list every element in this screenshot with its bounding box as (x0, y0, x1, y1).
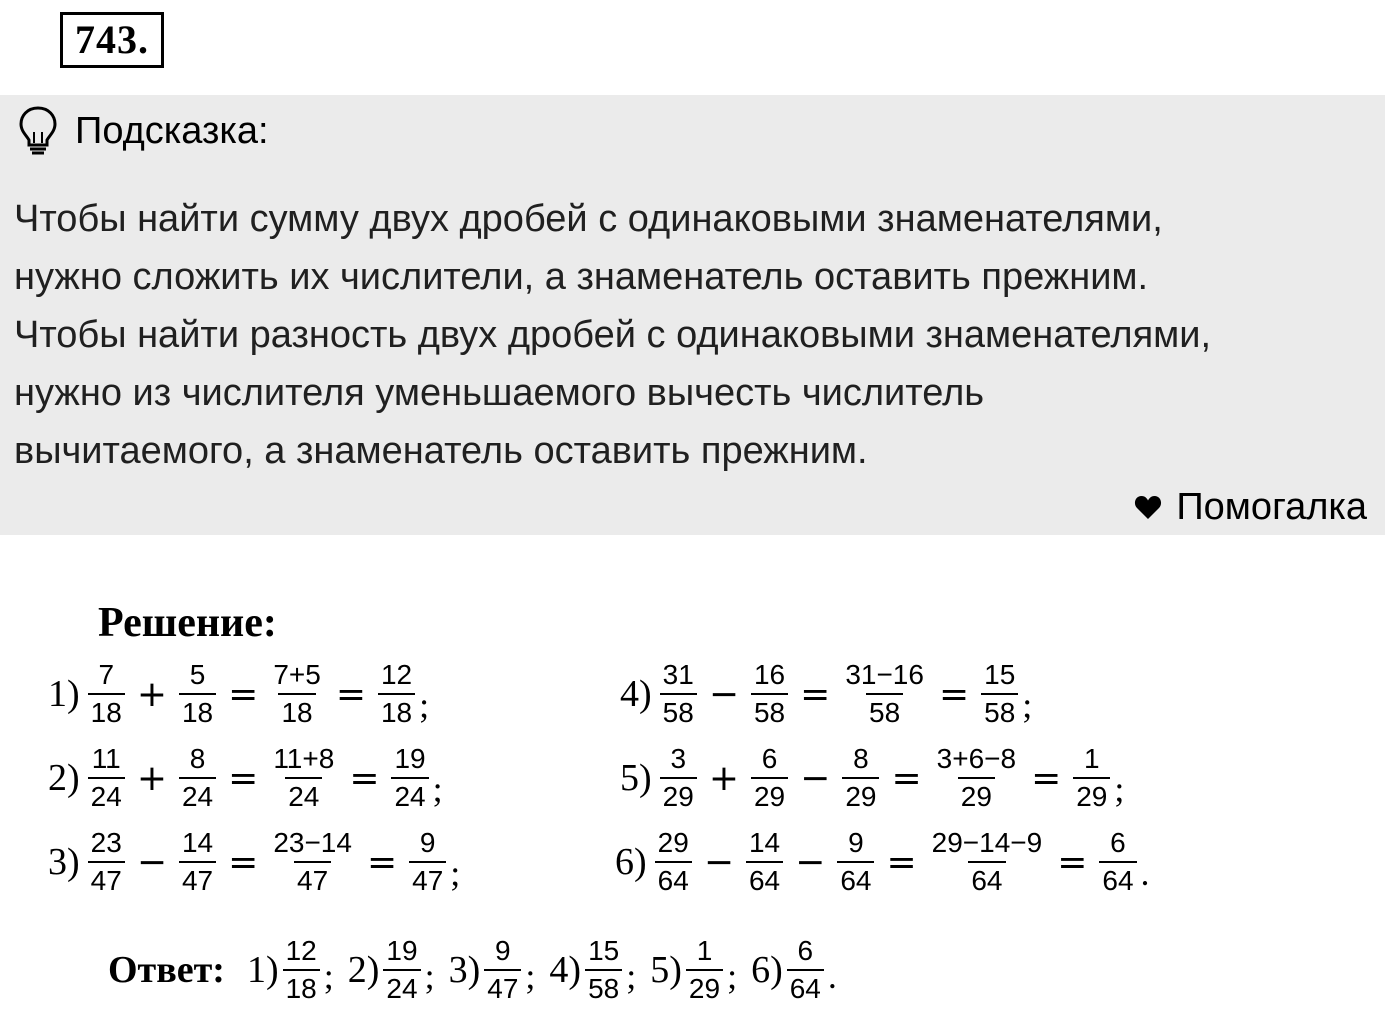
denominator: 64 (746, 861, 783, 899)
denominator: 64 (655, 861, 692, 899)
denominator: 18 (378, 693, 415, 731)
numerator: 11 (91, 743, 121, 774)
numerator: 9 (848, 827, 864, 858)
numerator: 9 (419, 827, 436, 858)
denominator: 58 (981, 693, 1018, 731)
fraction (179, 657, 216, 731)
equation-2 (48, 736, 443, 820)
fraction (686, 933, 723, 1007)
solution-title: Решение: (98, 600, 277, 646)
punctuation: ; (1022, 685, 1033, 725)
operator: = (228, 841, 259, 883)
denominator: 29 (1073, 777, 1110, 815)
task-number: 743. (60, 12, 164, 68)
operator: + (708, 757, 739, 799)
punctuation: . (1140, 853, 1150, 893)
operator: − (703, 841, 734, 883)
denominator: 58 (866, 693, 903, 731)
denominator: 18 (278, 693, 315, 731)
numerator: 23 (90, 827, 122, 858)
numerator: 15 (588, 935, 620, 966)
denominator: 58 (585, 969, 622, 1007)
denominator: 58 (751, 693, 788, 731)
answer-label: Ответ: (108, 949, 225, 991)
fraction (270, 657, 324, 731)
operator: − (708, 673, 739, 715)
operator: = (335, 673, 366, 715)
denominator: 64 (787, 969, 824, 1007)
answer-item (247, 933, 334, 1007)
lightbulb-icon (18, 105, 58, 157)
denominator: 58 (660, 693, 697, 731)
answer-item (449, 933, 536, 1007)
fraction (787, 933, 824, 1007)
hint-title: Подсказка: (75, 110, 269, 152)
operator: = (891, 757, 922, 799)
denominator: 29 (751, 777, 788, 815)
fraction (929, 825, 1046, 899)
operator: = (349, 757, 380, 799)
equation-number: 1) (48, 673, 80, 715)
equation-3 (48, 820, 460, 904)
numerator: 29−14−9 (931, 827, 1043, 858)
answer-number: 6) (751, 949, 783, 991)
hint-line: Чтобы найти сумму двух дробей с одинаковыми знаменателями, (14, 198, 1163, 240)
punctuation: ; (419, 685, 430, 725)
equation-number: 6) (615, 841, 647, 883)
brand-name: Помогалка (1176, 486, 1367, 528)
operator: − (795, 841, 826, 883)
denominator: 64 (837, 861, 874, 899)
equation-number: 2) (48, 757, 80, 799)
numerator: 31 (662, 659, 694, 690)
hint-line: нужно сложить их числители, а знаменатель оставить прежним. (14, 256, 1149, 298)
numerator: 14 (748, 827, 781, 858)
numerator: 3 (670, 743, 687, 774)
punctuation: ; (1114, 769, 1125, 809)
numerator: 8 (853, 743, 869, 774)
numerator: 19 (394, 743, 426, 774)
numerator: 23−14 (273, 827, 352, 858)
hint-line: нужно из числителя уменьшаемого вычесть числитель (14, 372, 985, 414)
fraction (179, 741, 216, 815)
numerator: 16 (753, 659, 786, 690)
fraction (283, 933, 320, 1007)
numerator: 11+8 (273, 743, 335, 774)
punctuation: ; (432, 769, 443, 809)
punctuation: ; (424, 956, 435, 996)
operator: = (1031, 757, 1062, 799)
numerator: 8 (189, 743, 206, 774)
punctuation: ; (323, 956, 334, 996)
numerator: 9 (495, 935, 511, 966)
numerator: 12 (380, 659, 413, 690)
numerator: 5 (189, 659, 206, 690)
fraction (179, 825, 216, 899)
answer-number: 5) (650, 949, 682, 991)
numerator: 12 (285, 935, 317, 966)
fraction (409, 825, 446, 899)
operator: = (366, 841, 398, 883)
operator: = (938, 673, 970, 715)
equation-number: 3) (48, 841, 80, 883)
operator: = (1057, 841, 1088, 883)
heart-icon (1134, 494, 1162, 520)
denominator: 24 (179, 777, 216, 815)
numerator: 19 (386, 935, 418, 966)
answer-row (108, 928, 851, 1012)
fraction (585, 933, 622, 1007)
numerator: 6 (1110, 827, 1126, 858)
fraction (270, 825, 355, 899)
fraction (842, 741, 879, 815)
numerator: 6 (761, 743, 778, 774)
operator: = (800, 673, 831, 715)
fraction (837, 825, 874, 899)
punctuation: ; (727, 956, 738, 996)
fraction (660, 657, 697, 731)
operator: = (228, 673, 259, 715)
denominator: 29 (842, 777, 879, 815)
denominator: 24 (88, 777, 125, 815)
answer-number: 1) (246, 949, 279, 991)
equation-6 (615, 820, 1150, 904)
denominator: 47 (88, 861, 125, 899)
fraction (751, 741, 788, 815)
numerator: 3+6−8 (936, 743, 1017, 774)
equation-number: 4) (620, 673, 652, 715)
fraction (751, 657, 788, 731)
fraction (88, 741, 125, 815)
hint-line: Чтобы найти разность двух дробей с одинаковыми знаменателями, (14, 314, 1212, 356)
denominator: 47 (409, 861, 446, 899)
operator: − (136, 841, 167, 883)
fraction (655, 825, 692, 899)
punctuation: . (827, 956, 837, 996)
fraction (484, 933, 521, 1007)
operator: + (136, 673, 167, 715)
operator: = (228, 757, 259, 799)
denominator: 18 (88, 693, 125, 731)
fraction (934, 741, 1019, 815)
denominator: 18 (179, 693, 216, 731)
operator: − (800, 757, 831, 799)
numerator: 7 (98, 659, 115, 690)
fraction (746, 825, 783, 899)
punctuation: ; (450, 853, 461, 893)
denominator: 64 (1099, 861, 1136, 899)
numerator: 31−16 (845, 659, 924, 690)
answer-number: 4) (549, 949, 582, 991)
fraction (1073, 741, 1110, 815)
equation-number: 5) (620, 757, 652, 799)
denominator: 24 (383, 969, 420, 1007)
fraction (842, 657, 927, 731)
equation-4 (620, 652, 1032, 736)
denominator: 18 (283, 969, 320, 1007)
answer-item (549, 933, 636, 1007)
denominator: 29 (686, 969, 723, 1007)
operator: = (886, 841, 917, 883)
operator: + (136, 757, 167, 799)
fraction (88, 825, 125, 899)
brand (1134, 482, 1367, 532)
denominator: 47 (294, 861, 331, 899)
numerator: 15 (984, 659, 1016, 690)
fraction (383, 933, 420, 1007)
fraction (660, 741, 697, 815)
equation-5 (620, 736, 1124, 820)
fraction (981, 657, 1018, 731)
denominator: 47 (484, 969, 521, 1007)
equation-1 (48, 652, 429, 736)
numerator: 6 (797, 935, 814, 966)
fraction (378, 657, 415, 731)
denominator: 29 (958, 777, 995, 815)
numerator: 7+5 (273, 659, 321, 690)
fraction (1099, 825, 1136, 899)
answer-item (751, 933, 837, 1007)
fraction (391, 741, 428, 815)
numerator: 14 (181, 827, 214, 858)
denominator: 24 (285, 777, 322, 815)
answer-item (650, 933, 737, 1007)
denominator: 64 (968, 861, 1005, 899)
punctuation: ; (626, 956, 637, 996)
numerator: 29 (657, 827, 689, 858)
fraction (88, 657, 125, 731)
answer-number: 2) (347, 949, 380, 991)
denominator: 24 (391, 777, 428, 815)
hint-text (14, 190, 1384, 480)
numerator: 1 (696, 935, 713, 966)
punctuation: ; (525, 956, 536, 996)
denominator: 29 (660, 777, 697, 815)
answer-number: 3) (448, 949, 481, 991)
fraction (270, 741, 337, 815)
answer-item (348, 933, 435, 1007)
hint-line: вычитаемого, а знаменатель оставить прежним. (14, 430, 868, 472)
numerator: 1 (1084, 743, 1100, 774)
denominator: 47 (179, 861, 216, 899)
